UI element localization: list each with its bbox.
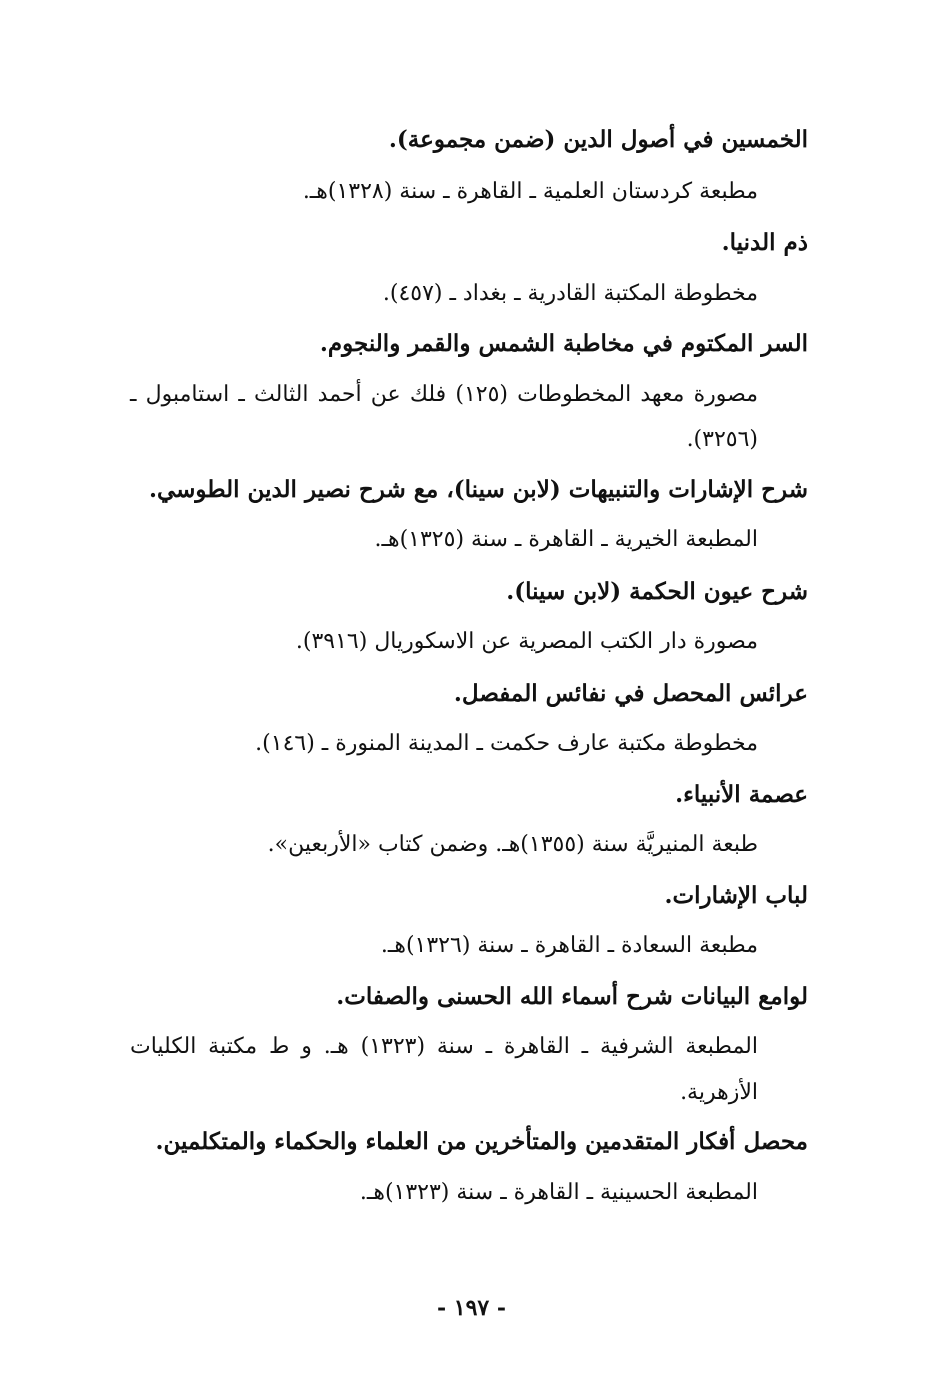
entry-title: الخمسين في أصول الدين (ضمن مجموعة). [388, 126, 808, 153]
entry-detail: مخطوطة مكتبة عارف حكمت ـ المدينة المنورة ـ (١٤٦). [255, 731, 758, 756]
entry-title: ذم الدنيا. [721, 229, 808, 256]
entry-title: لوامع البيانات شرح أسماء الله الحسنى والصفات. [336, 983, 808, 1010]
entry-title: عرائس المحصل في نفائس المفصل. [453, 680, 808, 707]
entry-title: لباب الإشارات. [664, 882, 808, 909]
entry-detail: مخطوطة المكتبة القادرية ـ بغداد ـ (٤٥٧). [382, 281, 758, 306]
entry-detail: مصورة معهد المخطوطات (١٢٥) فلك عن أحمد الثالث ـ استامبول ـ [130, 382, 758, 407]
entry-detail: طبعة المنيريَّة سنة (١٣٥٥)هـ. وضمن كتاب «الأربعين». [267, 832, 758, 857]
entry-title: شرح عيون الحكمة (لابن سينا). [506, 578, 808, 605]
entry-detail: (٣٢٥٦). [686, 427, 758, 452]
entry-detail: مطبعة كردستان العلمية ـ القاهرة ـ سنة (١٣٢٨)هـ. [302, 179, 758, 204]
entry-detail: الأزهرية. [680, 1080, 758, 1105]
entry-detail: مطبعة السعادة ـ القاهرة ـ سنة (١٣٢٦)هـ. [380, 933, 758, 958]
entry-detail: مصورة دار الكتب المصرية عن الاسكوريال (٣٩١٦). [295, 629, 758, 654]
entry-title: السر المكتوم في مخاطبة الشمس والقمر والنجوم. [319, 330, 808, 357]
page-number: - ١٩٧ - [436, 1295, 507, 1321]
entry-title: شرح الإشارات والتنبيهات (لابن سينا)، مع شرح نصير الدين الطوسي. [148, 476, 808, 503]
entry-title: عصمة الأنبياء. [675, 781, 808, 808]
entry-detail: المطبعة الحسينية ـ القاهرة ـ سنة (١٣٢٣)هـ. [359, 1180, 758, 1205]
entry-title: محصل أفكار المتقدمين والمتأخرين من العلماء والحكماء والمتكلمين. [155, 1128, 808, 1155]
entry-detail: المطبعة الخيرية ـ القاهرة ـ سنة (١٣٢٥)هـ. [374, 527, 758, 552]
entry-detail: المطبعة الشرفية ـ القاهرة ـ سنة (١٣٢٣) هـ. و ط مكتبة الكليات [130, 1034, 758, 1059]
